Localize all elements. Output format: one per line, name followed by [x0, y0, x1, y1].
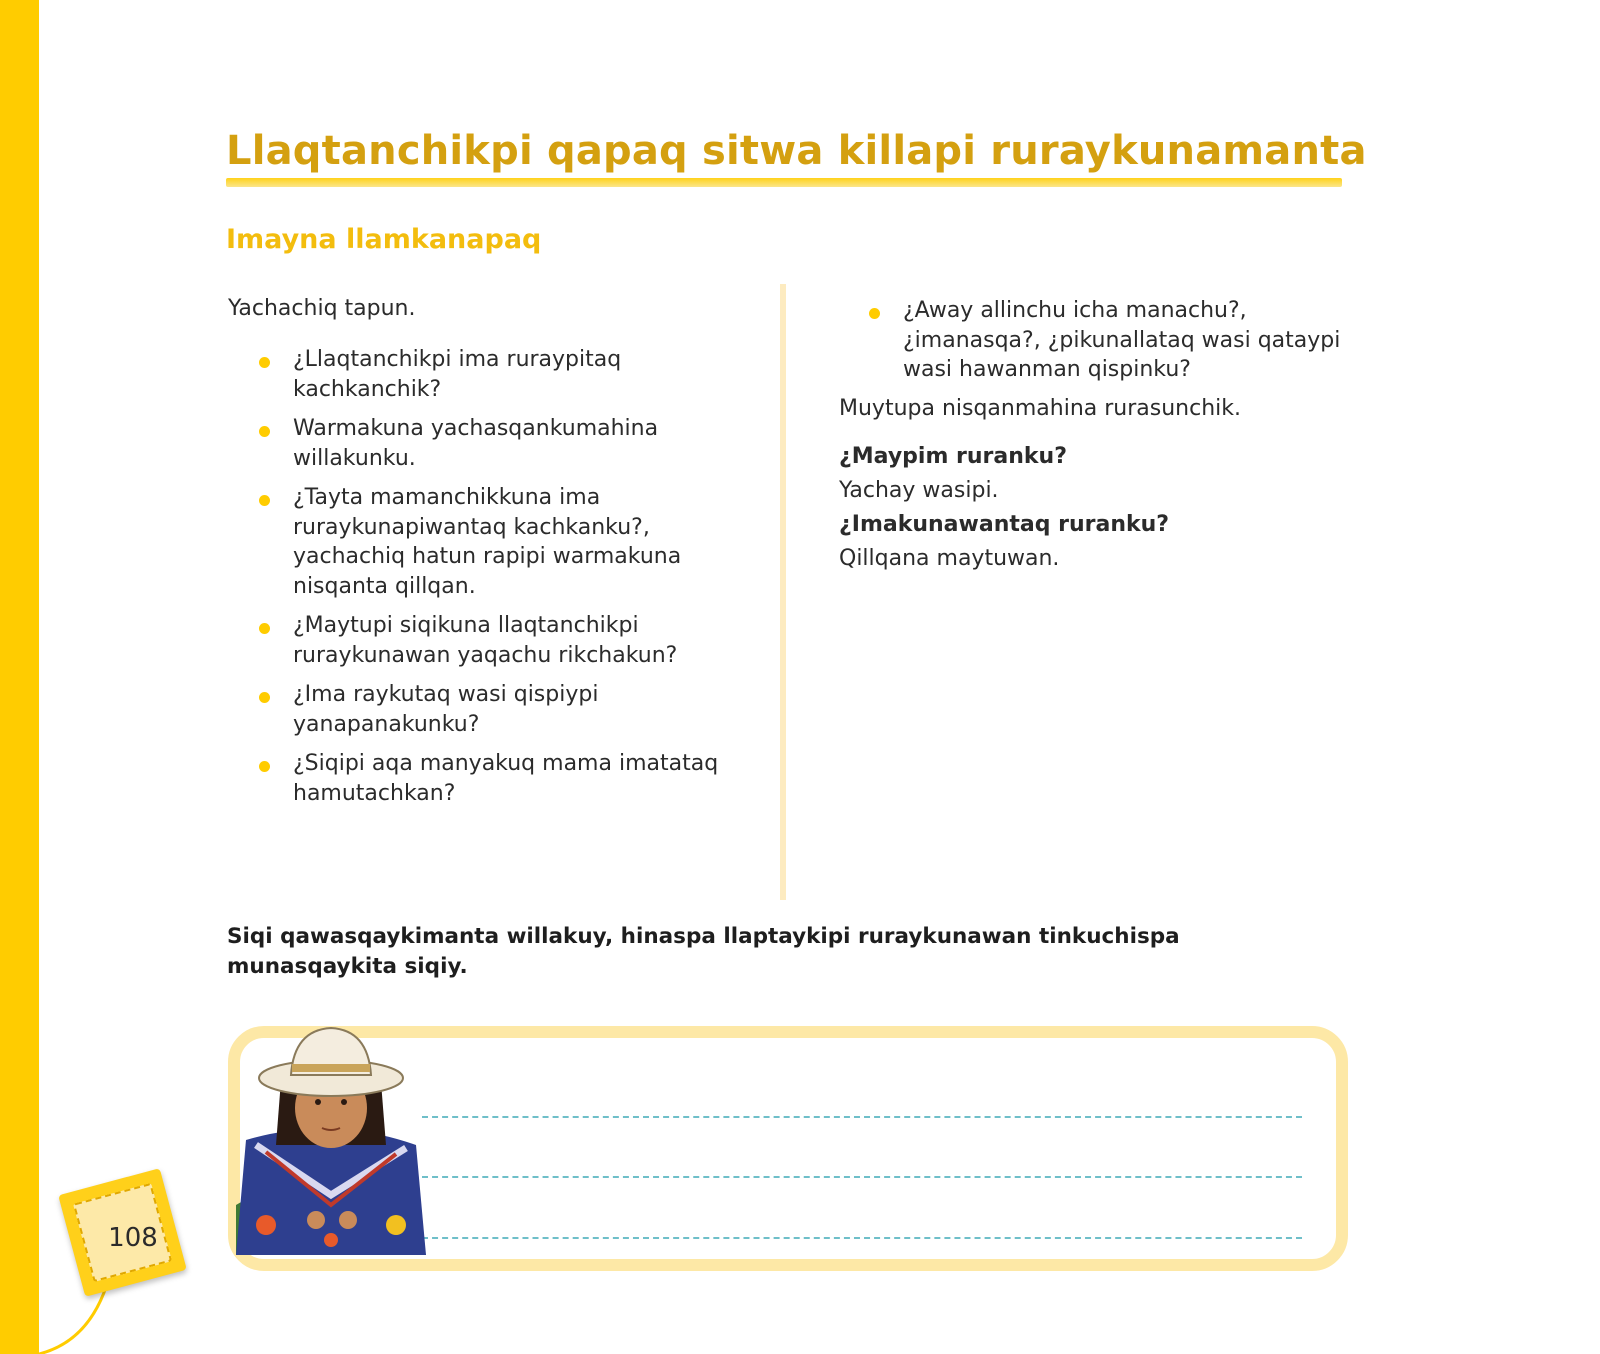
section-subtitle: Imayna llamkanapaq — [226, 224, 542, 255]
list-item-text: ¿Maytupi siqikuna llaqtanchikpi ruraykunawan yaqachu rikchakun? — [293, 613, 678, 668]
page-title: Llaqtanchikpi qapaq sitwa killapi ruraykunamanta — [226, 128, 1367, 174]
list-item-text: ¿Siqipi aqa manyakuq mama imatataq hamutachkan? — [293, 751, 719, 806]
question-with-what: ¿Imakunawantaq ruranku? — [839, 512, 1170, 537]
right-bullet-list — [866, 296, 1356, 385]
page-number: 108 — [108, 1223, 158, 1253]
bullet-icon — [259, 357, 270, 368]
writing-line[interactable] — [422, 1176, 1302, 1178]
writing-line[interactable] — [422, 1116, 1302, 1118]
list-item — [256, 680, 746, 739]
list-item — [866, 296, 1356, 385]
list-item-text: ¿Ima raykutaq wasi qispiypi yanapanakunku? — [293, 682, 599, 737]
answer-where: Yachay wasipi. — [839, 478, 999, 503]
list-item-text: ¿Llaqtanchikpi ima ruraypitaq kachkanchik? — [293, 347, 622, 402]
bullet-icon — [259, 426, 270, 437]
list-item — [256, 414, 746, 473]
answer-with-what: Qillqana maytuwan. — [839, 546, 1060, 571]
writing-line[interactable] — [422, 1237, 1302, 1239]
bullet-icon — [869, 308, 880, 319]
list-item-text: ¿Tayta mamanchikkuna ima ruraykunapiwantaq kachkanku?, yachachiq hatun rapipi warmakuna nisqanta qillqan. — [293, 485, 682, 599]
bullet-icon — [259, 623, 270, 634]
activity-instruction: Siqi qawasqaykimanta willakuy, hinaspa llaptaykipi ruraykunawan tinkuchispa munasqaykita siqiy. — [227, 924, 1180, 979]
side-color-strip — [0, 0, 39, 1354]
girl-illustration — [236, 1020, 426, 1255]
list-item — [256, 611, 746, 670]
column-divider — [780, 284, 786, 900]
bullet-icon — [259, 495, 270, 506]
left-lead-text: Yachachiq tapun. — [228, 296, 416, 321]
bullet-icon — [259, 692, 270, 703]
list-item — [256, 749, 746, 808]
list-item — [256, 483, 746, 601]
left-bullet-list — [256, 345, 746, 818]
question-where: ¿Maypim ruranku? — [839, 444, 1067, 469]
list-item-text: Warmakuna yachasqankumahina willakunku. — [293, 416, 659, 471]
list-item — [256, 345, 746, 404]
list-item-text: ¿Away allinchu icha manachu?, ¿imanasqa?, ¿pikunallataq wasi qataypi wasi hawanman qispinku? — [903, 298, 1341, 382]
bullet-icon — [259, 761, 270, 772]
title-underline — [226, 178, 1342, 187]
right-note: Muytupa nisqanmahina rurasunchik. — [839, 396, 1241, 421]
